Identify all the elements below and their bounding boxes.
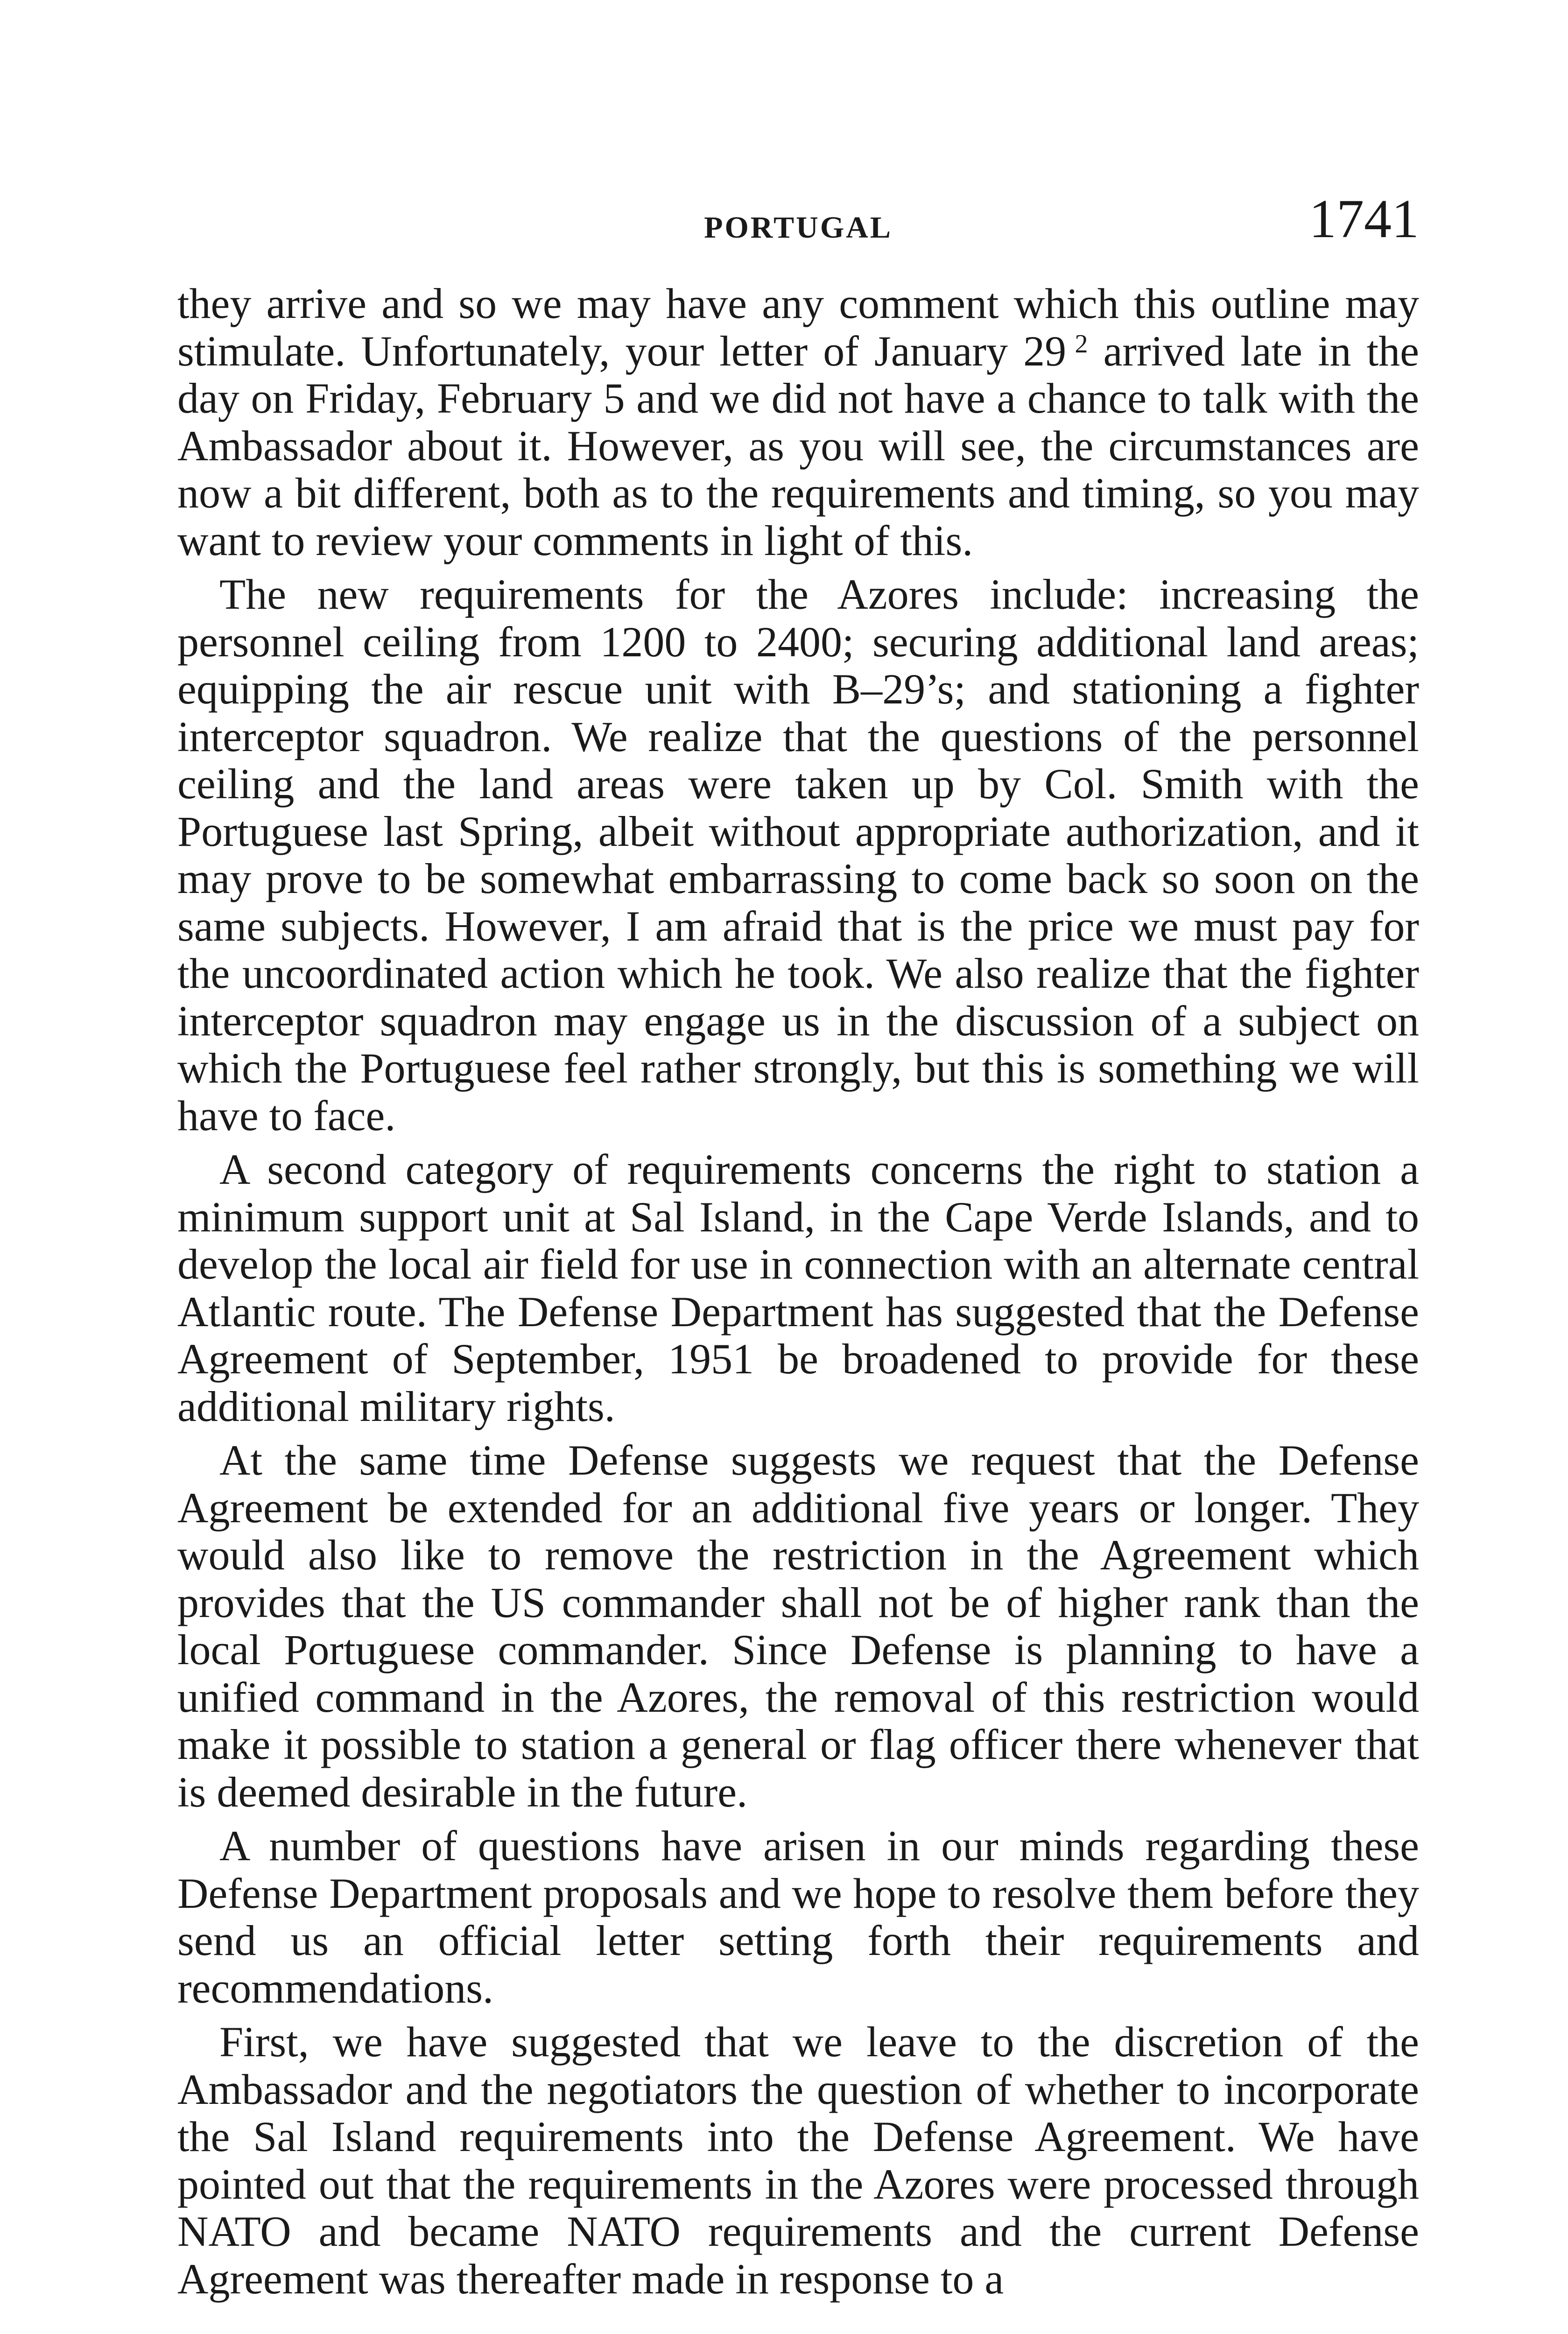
paragraph: At the same time Defense suggests we request that the Defense Agreement be extended for an additional five years or longer. They would also like to remove the restriction in the Agreement which provides that the US commander shall not be of higher rank than the local Portuguese commander. Since Defense is planning to have a unified command in the Azores, the removal of this restriction would make it possible to station a general or flag officer there whenever that is deemed desirable in the future. [177, 1436, 1419, 1816]
footnote-reference: 2 [1075, 329, 1088, 359]
body-text [177, 280, 1419, 2303]
paragraph: The new requirements for the Azores include: increasing the personnel ceiling from 1200 to 2400; securing additional land areas; equipping the air rescue unit with B–29’s; and stationing a fighter interceptor squadron. We realize that the questions of the personnel ceiling and the land areas were taken up by Col. Smith with the Portuguese last Spring, albeit without appropriate authorization, and it may prove to be somewhat embarrassing to come back so soon on the same subjects. However, I am afraid that is the price we must pay for the uncoordinated action which he took. We also realize that the fighter interceptor squadron may engage us in the discussion of a subject on which the Portuguese feel rather strongly, but this is something we will have to face. [177, 570, 1419, 1139]
paragraph-text: arrived late in the day on Friday, February 5 and we did not have a chance to talk with the Ambassador about it. However, as you will see, the circumstances are now a bit different, both as to the requirements and timing, so you may want to review your comments in light of this. [177, 327, 1419, 564]
paragraph: A number of questions have arisen in our minds regarding these Defense Department proposals and we hope to resolve them before they send us an official letter setting forth their requirements and recommendations. [177, 1822, 1419, 2012]
paragraph: First, we have suggested that we leave to the discretion of the Ambassador and the negotiators the question of whether to incorporate the Sal Island requirements into the Defense Agreement. We have pointed out that the requirements in the Azores were processed through NATO and became NATO requirements and the current Defense Agreement was thereafter made in response to a [177, 2018, 1419, 2303]
paragraph-text: they arrive and so we may have any comment which this outline may stimulate. Unfortunately, your letter of January 29 [177, 280, 1419, 375]
page-number: 1741 [1309, 188, 1419, 249]
paragraph: A second category of requirements concerns the right to station a minimum support unit at Sal Island, in the Cape Verde Islands, and to develop the local air field for use in connection with an alternate central Atlantic route. The Defense Department has suggested that the Defense Agreement of September, 1951 be broadened to provide for these additional military rights. [177, 1146, 1419, 1430]
running-head [177, 188, 1419, 271]
paragraph-continuation [177, 280, 1419, 564]
running-title: PORTUGAL [704, 211, 893, 245]
